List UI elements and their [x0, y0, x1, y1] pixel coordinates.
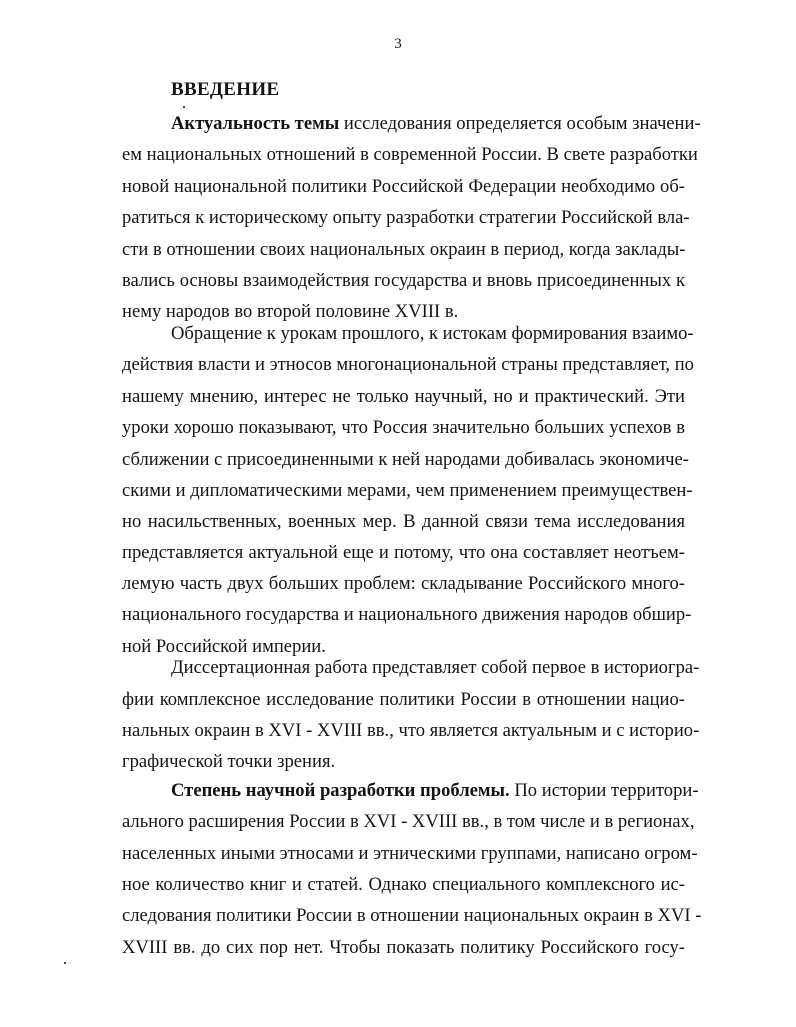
- section-heading: ВВЕДЕНИЕ: [171, 79, 280, 100]
- text-line: действия власти и этносов многонациональной страны представляет, по: [122, 354, 694, 375]
- text-line: ное количество книг и статей. Однако специального комплексного ис-: [122, 874, 685, 895]
- text-line: населенных иными этносами и этническими группами, написано огром-: [122, 843, 698, 864]
- text-line: ем национальных отношений в современной России. В свете разработки: [122, 144, 698, 165]
- text-line: ной Российской империи.: [122, 636, 326, 657]
- scan-speck: [183, 106, 185, 108]
- text-line: нальных окраин в XVI - XVIII вв., что является актуальным и с историо-: [122, 720, 700, 741]
- text-line: ального расширения России в XVI - XVIII вв., в том числе и в регионах,: [122, 811, 695, 832]
- text-line: вались основы взаимодействия государства и вновь присоединенных к: [122, 270, 685, 291]
- text-line: ратиться к историческому опыту разработки стратегии Российской вла-: [122, 207, 690, 228]
- text-line: национального государства и национального движения народов обшир-: [122, 604, 692, 625]
- text-line: лемую часть двух больших проблем: складывание Российского много-: [122, 573, 685, 594]
- page-number: 3: [394, 36, 402, 52]
- text-line: нашему мнению, интерес не только научный, но и практический. Эти: [122, 386, 685, 407]
- paragraph-2-line-1: Обращение к урокам прошлого, к истокам формирования взаимо-: [171, 323, 694, 344]
- text-line: нему народов во второй половине XVIII в.: [122, 301, 459, 322]
- text-line: следования политики России в отношении национальных окраин в XVI -: [122, 905, 702, 926]
- text-line: фии комплексное исследование политики России в отношении нацио-: [122, 689, 685, 710]
- text-line: новой национальной политики Российской Федерации необходимо об-: [122, 176, 685, 197]
- text-line: скими и дипломатическими мерами, чем применением преимуществен-: [122, 480, 693, 501]
- bold-lead: Степень научной разработки проблемы.: [171, 780, 510, 801]
- text-line: уроки хорошо показывают, что Россия значительно больших успехов в: [122, 417, 685, 438]
- text-line: представляется актуальной еще и потому, что она составляет неотъем-: [122, 542, 685, 563]
- text-line: сближении с присоединенными к ней народами добивалась экономиче-: [122, 449, 689, 470]
- text-line: сти в отношении своих национальных окраин в период, когда заклады-: [122, 239, 686, 260]
- text-line: но насильственных, военных мер. В данной связи тема исследования: [122, 511, 685, 532]
- paragraph-1-line-1: Актуальность темы исследования определяется особым значени-: [171, 113, 701, 134]
- paragraph-4-line-1: Степень научной разработки проблемы. По истории территори-: [171, 780, 699, 801]
- text-line: XVIII вв. до сих пор нет. Чтобы показать политику Российского госу-: [122, 937, 685, 958]
- paragraph-3-line-1: Диссертационная работа представляет собой первое в историогра-: [171, 657, 700, 678]
- scan-speck: [64, 962, 66, 964]
- text-line: графической точки зрения.: [122, 751, 336, 772]
- bold-lead: Актуальность темы: [171, 113, 340, 134]
